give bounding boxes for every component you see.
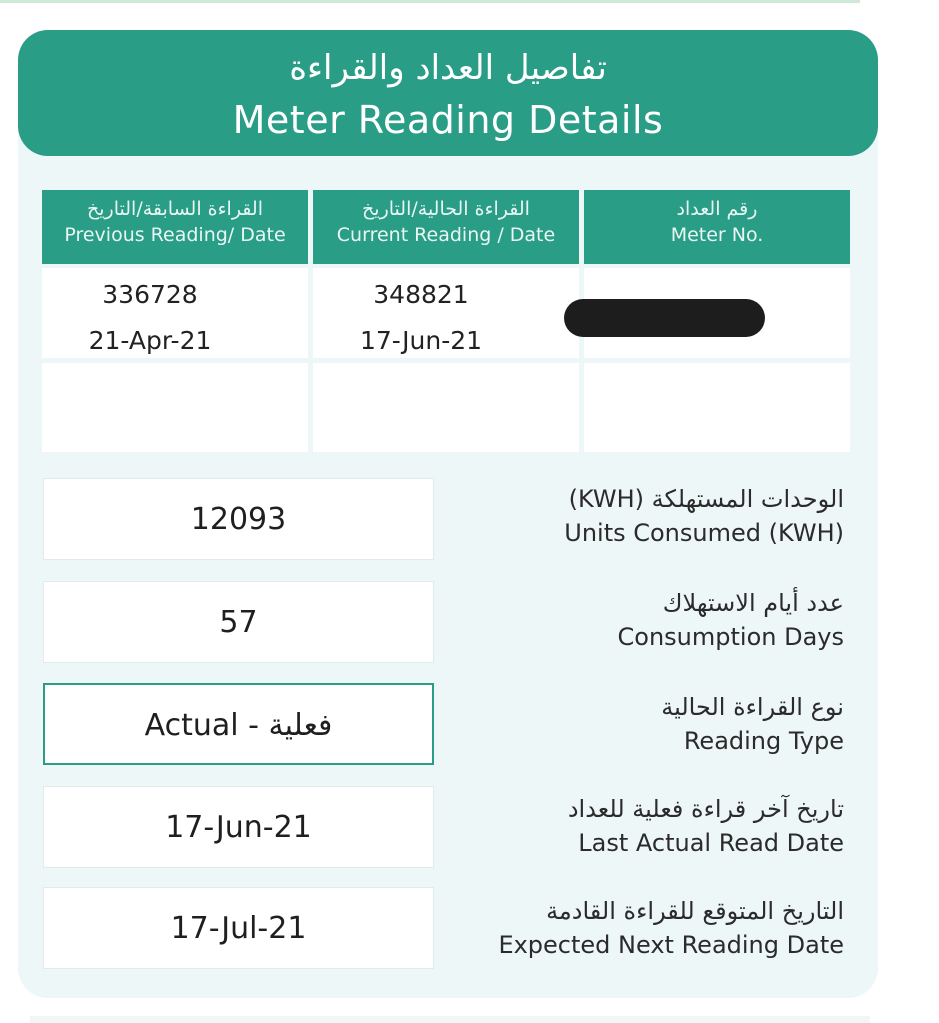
label-english: Reading Type (683, 727, 844, 755)
reading-type-label (424, 690, 844, 758)
column-header-label-arabic: القراءة الحالية/التاريخ (362, 198, 530, 220)
column-header-previous-reading (42, 190, 308, 264)
column-header-label-arabic: القراءة السابقة/التاريخ (87, 198, 263, 220)
label-arabic: الوحدات المستهلكة (KWH) (568, 485, 844, 513)
last-actual-read-date-label (424, 792, 844, 860)
column-header-current-reading (313, 190, 579, 264)
label-arabic: نوع القراءة الحالية (661, 693, 844, 721)
current-reading-value: 348821 (373, 280, 469, 309)
label-english: Units Consumed (KWH) (564, 519, 844, 547)
top-divider (0, 0, 860, 3)
label-english: Last Actual Read Date (578, 829, 844, 857)
header-title-arabic: تفاصيل العداد والقراءة (289, 48, 607, 88)
label-arabic: التاريخ المتوقع للقراءة القادمة (546, 897, 844, 925)
consumption-days-value: 57 (43, 581, 434, 663)
empty-cell (584, 363, 850, 452)
column-header-meter-no (584, 190, 850, 264)
expected-next-reading-date-value: 17-Jul-21 (43, 887, 434, 969)
previous-reading-date: 21-Apr-21 (88, 326, 212, 355)
units-consumed-value: 12093 (43, 478, 434, 560)
consumption-days-label (424, 586, 844, 654)
previous-reading-value: 336728 (102, 280, 198, 309)
column-header-label-english: Current Reading / Date (336, 224, 556, 246)
empty-cell (313, 363, 579, 452)
label-english: Consumption Days (617, 623, 844, 651)
label-arabic: عدد أيام الاستهلاك (662, 589, 844, 617)
current-reading-date: 17-Jun-21 (359, 326, 483, 355)
column-header-label-english: Previous Reading/ Date (64, 224, 286, 246)
empty-cell (42, 363, 308, 452)
expected-next-reading-date-label (424, 894, 844, 962)
reading-type-value: Actual - فعلية (43, 683, 434, 765)
label-english: Expected Next Reading Date (498, 931, 844, 959)
last-actual-read-date-value: 17-Jun-21 (43, 786, 434, 868)
column-header-label-arabic: رقم العداد (676, 198, 758, 220)
header-title-english: Meter Reading Details (232, 98, 664, 142)
units-consumed-label (424, 482, 844, 550)
section-header (18, 30, 878, 156)
redacted-meter-number (564, 299, 765, 337)
column-header-label-english: Meter No. (670, 224, 764, 246)
bottom-divider (30, 1016, 870, 1023)
current-reading-cell (313, 268, 579, 358)
label-arabic: تاريخ آخر قراءة فعلية للعداد (567, 795, 844, 823)
